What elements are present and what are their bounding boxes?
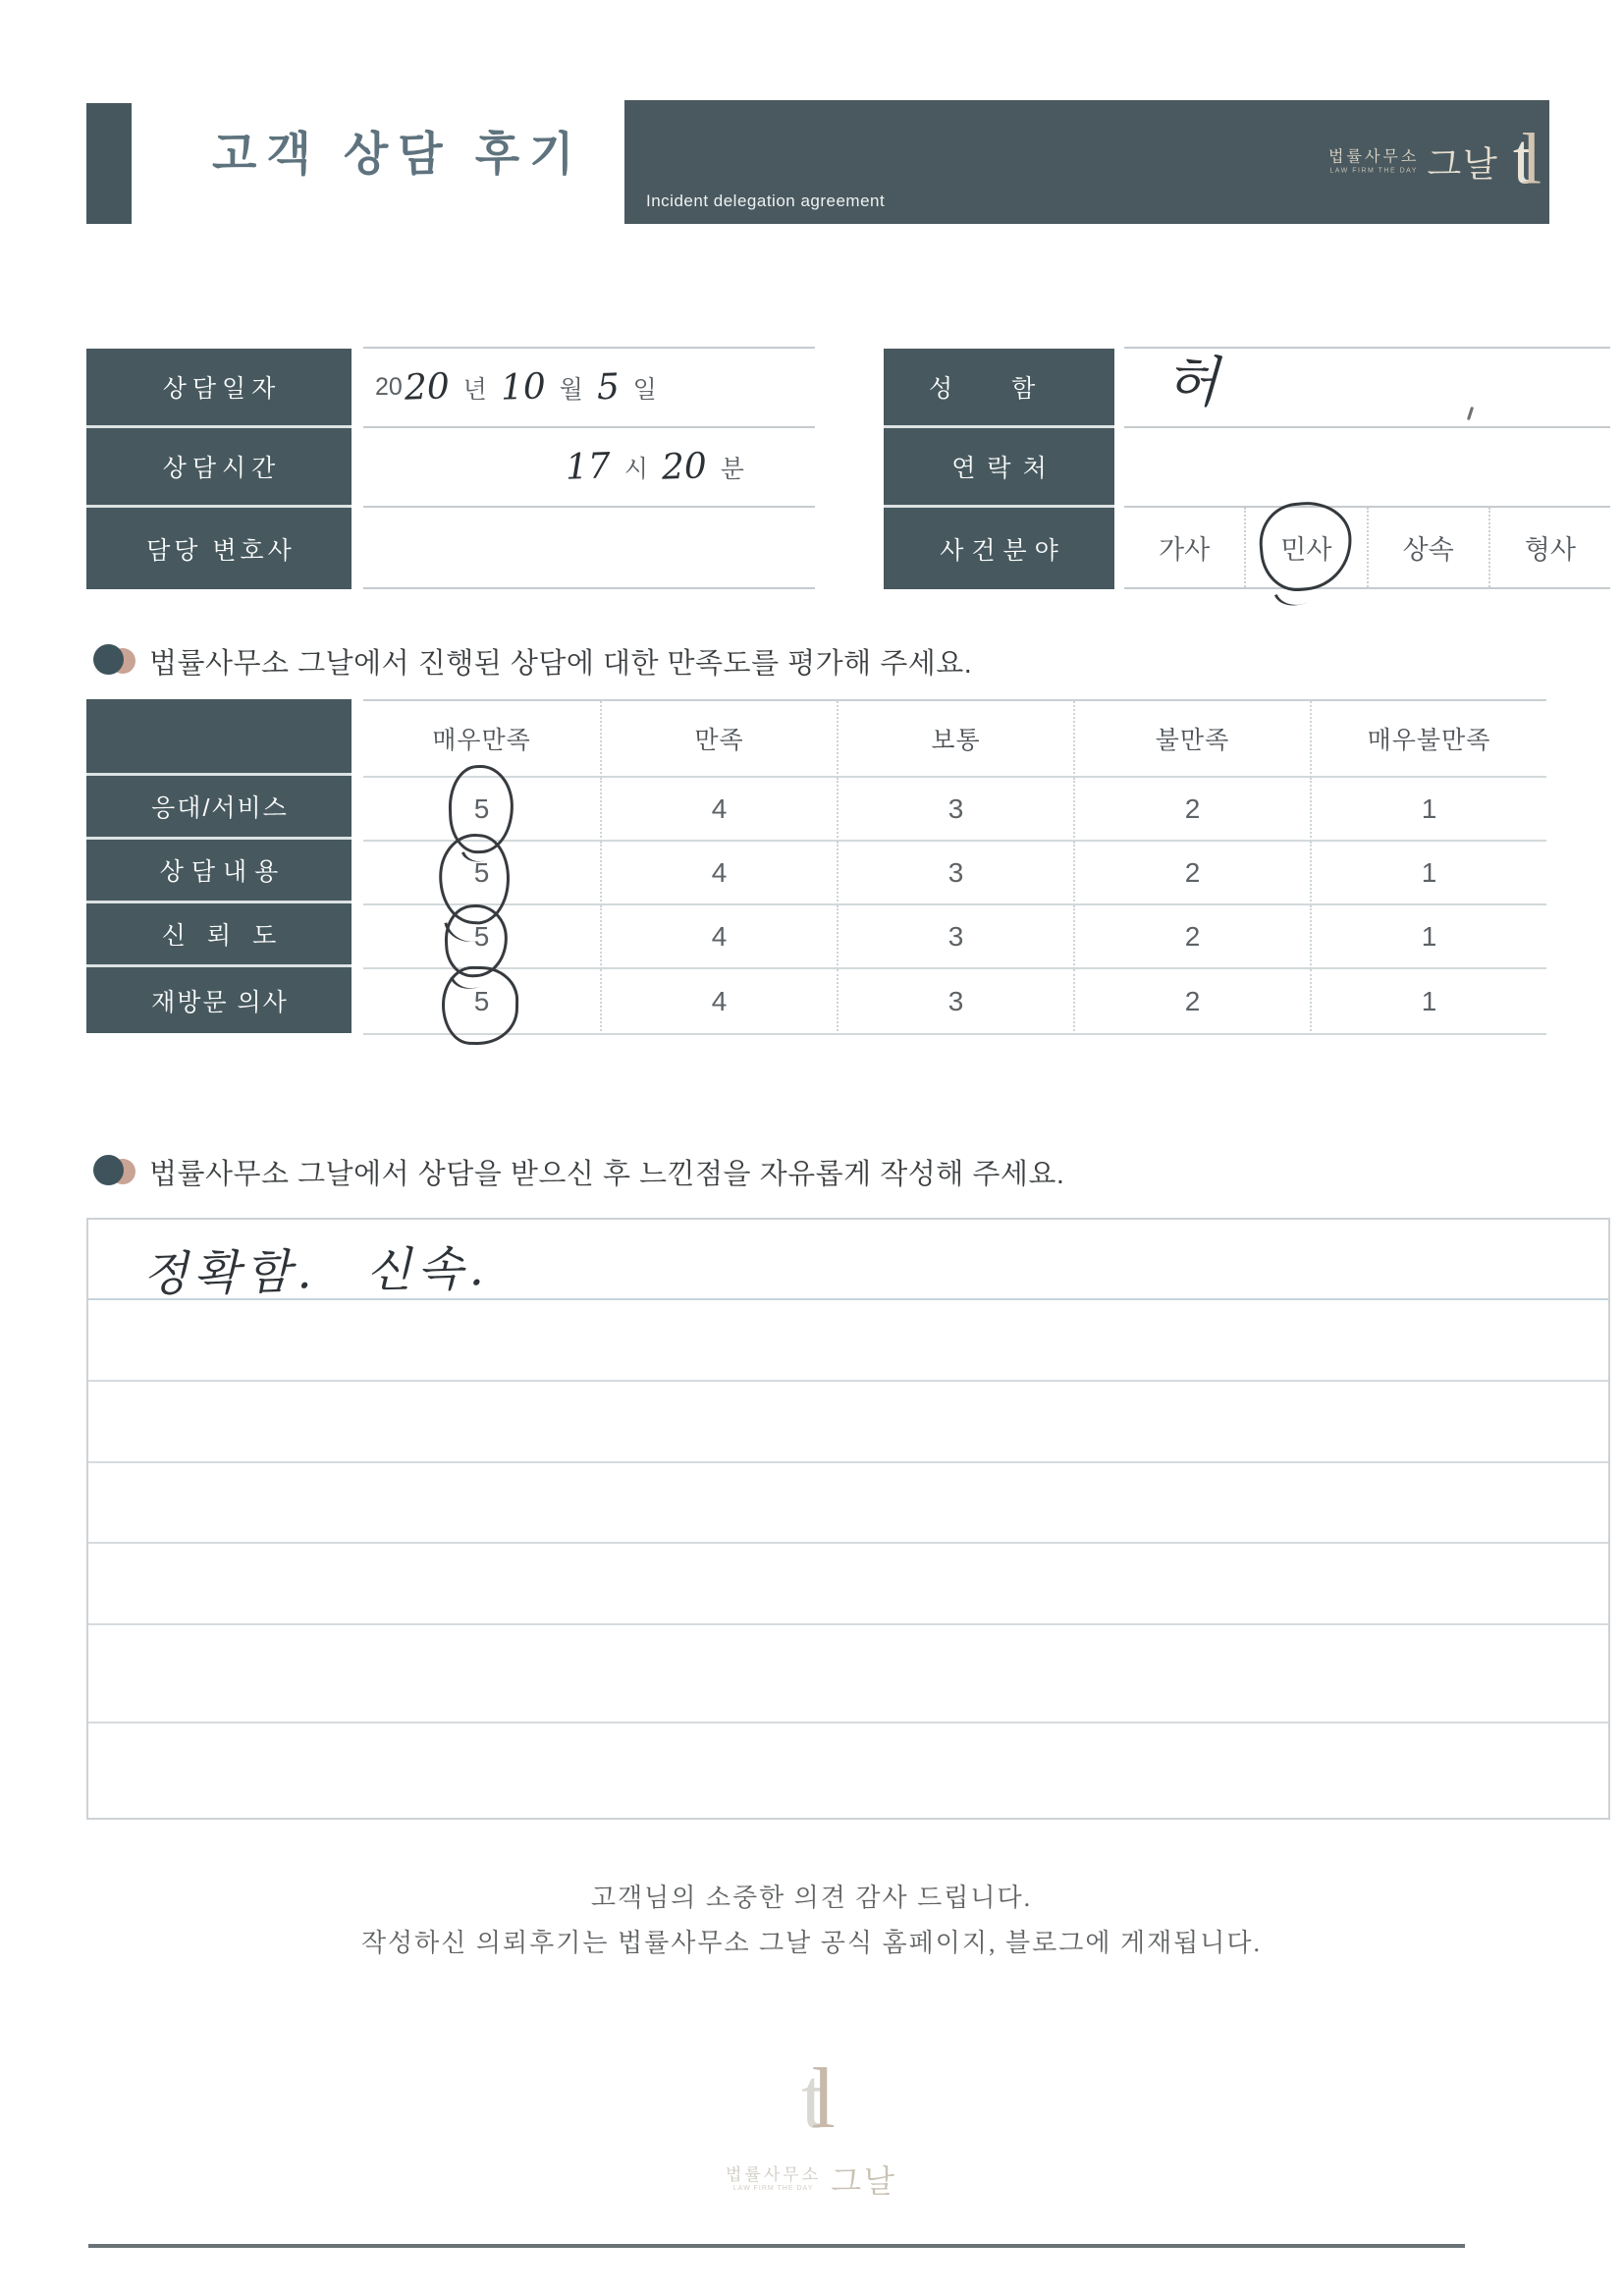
date-century-printed: 20 xyxy=(375,373,403,401)
time-minute-handwritten: 20 xyxy=(661,446,708,488)
name-handwritten: 허 xyxy=(1163,349,1220,415)
footer-logo-korean: 법률사무소 xyxy=(726,2164,822,2184)
rating-cell[interactable]: 2 xyxy=(1073,842,1310,905)
firm-logo-name: 그날 xyxy=(1427,143,1499,185)
time-minute-unit: 분 xyxy=(720,455,744,483)
case-option-civil[interactable]: 민사 xyxy=(1244,508,1366,587)
page-title: 고객 상담 후기 xyxy=(212,128,584,180)
time-hour-handwritten: 17 xyxy=(565,446,612,488)
ruled-line xyxy=(88,1542,1608,1544)
rating-cell[interactable]: 2 xyxy=(1073,905,1310,969)
rating-col-header: 보통 xyxy=(837,701,1073,778)
header-banner xyxy=(624,100,1549,224)
rating-col-header: 불만족 xyxy=(1073,701,1310,778)
contact-field[interactable] xyxy=(1124,428,1610,508)
comment-box[interactable] xyxy=(86,1218,1610,1820)
rating-table xyxy=(363,699,1546,1033)
rating-row-label-service: 응대/서비스 xyxy=(86,776,352,840)
info-right-labels xyxy=(884,349,1114,589)
rating-cell[interactable]: 4 xyxy=(600,905,837,969)
rating-cell[interactable]: 1 xyxy=(1310,778,1546,842)
label-consult-time: 상담시간 xyxy=(86,428,352,508)
case-type-field xyxy=(1124,508,1610,589)
rating-cell[interactable]: 5 xyxy=(363,969,600,1035)
info-left-values xyxy=(363,347,815,589)
footer-logo-english: LAW FIRM THE DAY xyxy=(732,2184,814,2192)
info-left-labels xyxy=(86,349,352,589)
case-option-inheritance[interactable]: 상속 xyxy=(1367,508,1488,587)
rating-cell[interactable]: 2 xyxy=(1073,969,1310,1035)
ruled-line xyxy=(88,1380,1608,1382)
label-consult-date: 상담일자 xyxy=(86,349,352,428)
comment-handwritten: 정확함. 신속. xyxy=(141,1240,491,1303)
label-name: 성함 xyxy=(884,349,1114,428)
footer-monogram-icon: tl xyxy=(801,2051,822,2147)
rating-row-labels xyxy=(86,699,352,1033)
rating-row-label-trust: 신뢰도 xyxy=(86,903,352,967)
firm-logo-korean: 법률사무소 xyxy=(1328,148,1420,166)
rating-row-label-content: 상담내용 xyxy=(86,840,352,903)
info-right-values xyxy=(1124,347,1610,589)
label-attorney: 담당 변호사 xyxy=(86,508,352,589)
rating-cell[interactable]: 3 xyxy=(837,842,1073,905)
date-year-unit: 년 xyxy=(462,375,487,404)
rating-cell[interactable]: 2 xyxy=(1073,778,1310,842)
footer-logo-name: 그날 xyxy=(831,2163,897,2199)
rating-cell[interactable]: 5 xyxy=(363,905,600,969)
rating-cell[interactable]: 5 xyxy=(363,778,600,842)
date-month-handwritten: 10 xyxy=(500,366,547,409)
rating-cell[interactable]: 3 xyxy=(837,969,1073,1035)
ruled-line xyxy=(88,1623,1608,1625)
thanks-line-1: 고객님의 소중한 의견 감사 드립니다. xyxy=(590,1884,1033,1912)
thanks-line-2: 작성하신 의뢰후기는 법률사무소 그날 공식 홈페이지, 블로그에 게재됩니다. xyxy=(360,1929,1263,1957)
rating-cell[interactable]: 4 xyxy=(600,969,837,1035)
scan-edge-line xyxy=(88,2244,1465,2248)
rating-row-label-revisit: 재방문 의사 xyxy=(86,967,352,1033)
name-field[interactable] xyxy=(1124,349,1610,428)
rating-cell[interactable]: 4 xyxy=(600,778,837,842)
date-month-unit: 월 xyxy=(559,375,583,404)
rating-cell[interactable]: 5 xyxy=(363,842,600,905)
rating-col-header: 매우불만족 xyxy=(1310,701,1546,778)
ruled-line xyxy=(88,1722,1608,1723)
section-bullet-icon xyxy=(93,1155,138,1188)
attorney-field[interactable] xyxy=(363,508,815,589)
rating-cell[interactable]: 1 xyxy=(1310,969,1546,1035)
section-bullet-icon xyxy=(93,644,138,678)
selection-circle xyxy=(1257,498,1356,594)
rating-corner-cell xyxy=(86,699,352,776)
firm-logo-english: LAW FIRM THE DAY xyxy=(1329,167,1418,175)
consult-date-field[interactable] xyxy=(363,349,815,428)
consult-time-field[interactable] xyxy=(363,428,815,508)
date-year-handwritten: 20 xyxy=(404,366,451,409)
comments-intro: 법률사무소 그날에서 상담을 받으신 후 느낀점을 자유롭게 작성해 주세요. xyxy=(149,1159,1065,1190)
case-option-family[interactable]: 가사 xyxy=(1159,535,1211,565)
banner-subtitle: Incident delegation agreement xyxy=(646,191,886,210)
case-option-criminal[interactable]: 형사 xyxy=(1488,508,1610,587)
rating-cell[interactable]: 4 xyxy=(600,842,837,905)
rating-col-header: 만족 xyxy=(600,701,837,778)
rating-cell[interactable]: 3 xyxy=(837,778,1073,842)
rating-cell[interactable]: 1 xyxy=(1310,905,1546,969)
rating-col-header: 매우만족 xyxy=(363,701,600,778)
footer-firm-logo xyxy=(0,2157,1623,2202)
firm-monogram-icon: tl xyxy=(1512,119,1530,200)
header-accent-bar xyxy=(86,103,132,224)
label-contact: 연락처 xyxy=(884,428,1114,508)
rating-cell[interactable]: 3 xyxy=(837,905,1073,969)
date-day-unit: 일 xyxy=(632,375,657,404)
time-hour-unit: 시 xyxy=(623,455,648,483)
label-case-type: 사건분야 xyxy=(884,508,1114,589)
date-day-handwritten: 5 xyxy=(596,366,621,409)
firm-logo xyxy=(1328,119,1530,200)
firm-logo-textblock xyxy=(1328,148,1419,175)
rating-intro: 법률사무소 그날에서 진행된 상담에 대한 만족도를 평가해 주세요. xyxy=(149,648,973,680)
ruled-line xyxy=(88,1461,1608,1463)
rating-cell[interactable]: 1 xyxy=(1310,842,1546,905)
